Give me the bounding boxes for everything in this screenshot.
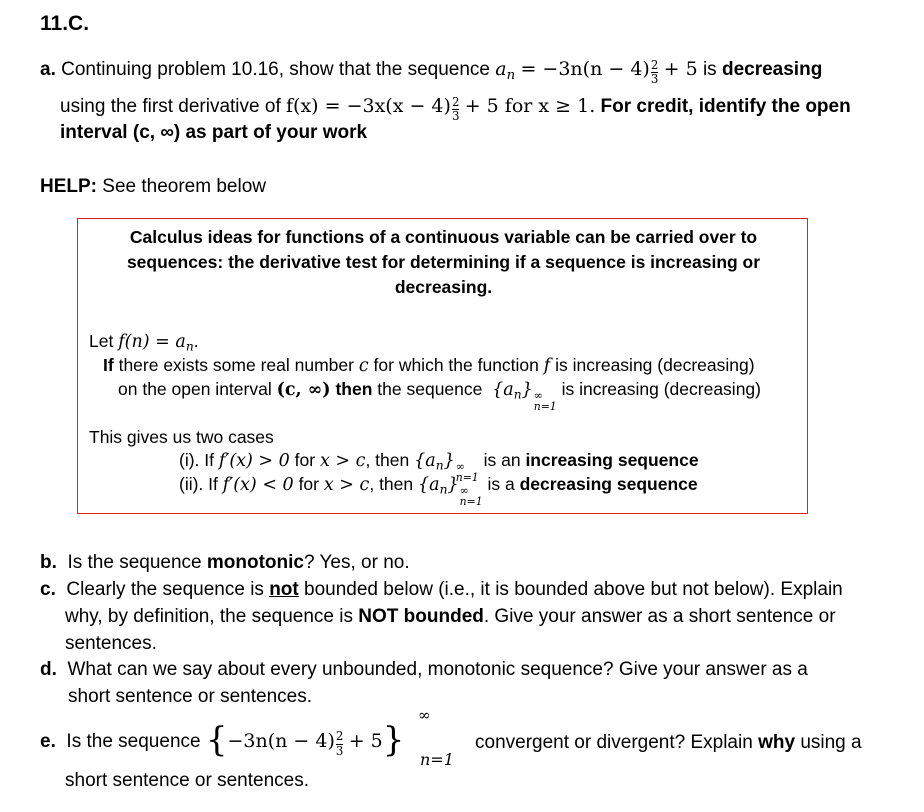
seq-n-sub: n <box>506 67 516 83</box>
part-e-line1 <box>40 720 404 760</box>
part-e-exponent: $\frac{2}{3}$ <box>335 729 344 759</box>
decreasing-bold: decreasing <box>721 59 823 80</box>
c-var: c <box>358 356 369 376</box>
two-cases: This gives us two cases <box>89 427 274 447</box>
help-text: See theorem below <box>102 176 266 197</box>
case2-xc: x > c <box>323 475 370 495</box>
seq-a-var: a <box>495 58 507 80</box>
case1-then: , then <box>365 450 410 470</box>
if-text2: for which the function <box>373 355 539 375</box>
part-a-label: a. <box>40 59 56 80</box>
let-math: f(n) = a <box>118 332 186 352</box>
part-b-label: b. <box>40 552 57 573</box>
on-text: on the open interval <box>118 379 272 399</box>
case2-then: , then <box>369 474 414 494</box>
theorem-box <box>77 218 808 514</box>
box-title-line3: decreasing. <box>394 277 493 297</box>
credit-bold: For credit, identify the open <box>600 96 851 117</box>
part-e-text2: convergent or divergent? Explain <box>475 732 753 753</box>
part-c-line2 <box>65 606 836 628</box>
part-c-line1 <box>40 579 843 601</box>
part-a-line1 <box>40 58 822 86</box>
case1-is: is an <box>483 450 521 470</box>
part-d-label: d. <box>40 659 57 680</box>
part-d-line2: short sentence or sentences. <box>68 686 312 707</box>
part-b-text2: ? Yes, or no. <box>304 552 410 573</box>
seq-formula: = −3n(n − 4) <box>520 58 650 80</box>
part-c-label: c. <box>40 579 56 600</box>
seq-limits: ∞ n=1 <box>533 388 557 413</box>
interval-math: (c, ∞) <box>276 380 331 400</box>
case1-math: f′(x) > 0 <box>218 451 290 471</box>
part-e-sup: ∞ <box>418 706 431 724</box>
line3-rest: as part of your work <box>185 122 368 143</box>
if-text1: there exists some real number <box>118 355 354 375</box>
line2-intro: using the first derivative of <box>60 96 281 117</box>
open-brace: { <box>205 720 228 760</box>
part-e-text3: using a <box>800 732 862 753</box>
part-e-text1: Is the sequence <box>66 730 201 752</box>
then-bold: then <box>335 379 373 399</box>
tail-text: is increasing (decreasing) <box>561 379 761 399</box>
part-e-tail <box>475 732 862 754</box>
case1-bold: increasing sequence <box>525 450 699 470</box>
part-c-line2-a: why, by definition, the sequence is <box>65 606 353 627</box>
part-c-text2: bounded below (i.e., it is bounded above but not below). Explain <box>304 579 843 600</box>
case1-if: If <box>204 450 215 470</box>
case2-for: for <box>298 474 319 494</box>
if-line <box>103 355 755 376</box>
part-e-line2: short sentence or sentences. <box>65 770 309 791</box>
part-a-line3 <box>60 122 367 144</box>
seq-brace: {a <box>492 380 514 400</box>
help-line <box>40 176 266 198</box>
part-c-text1: Clearly the sequence is <box>66 579 264 600</box>
part-e-plus5: + 5 <box>348 729 383 752</box>
fx-tail: + 5 for x ≥ 1. <box>464 95 596 117</box>
let-end: . <box>193 331 199 351</box>
part-e-expr: −3n(n − 4) <box>227 729 335 752</box>
not-underlined: not <box>269 579 299 600</box>
case1-line: (i). If f′(x) > 0 for x > c, then $\{a_n\}$ ∞ n=1 is an increasing sequence <box>179 450 699 484</box>
part-c-line3: sentences. <box>65 633 157 654</box>
if-bold: If <box>103 355 114 375</box>
part-a-line2 <box>60 95 851 123</box>
help-label: HELP: <box>40 176 97 197</box>
part-b-text1: Is the sequence <box>67 552 202 573</box>
case1-xc: x > c <box>319 451 366 471</box>
part-b-bold: monotonic <box>206 552 304 573</box>
on-line <box>118 379 761 412</box>
case2-bold: decreasing sequence <box>519 474 698 494</box>
if-text3: is increasing (decreasing) <box>555 355 755 375</box>
exponent-two-thirds: $\frac{2}{3}$ <box>650 57 659 87</box>
not-bounded-bold: NOT bounded <box>358 606 484 627</box>
part-a-intro: Continuing problem 10.16, show that the sequence <box>61 59 490 80</box>
seq-close: } <box>521 380 533 400</box>
case2-limits: ∞ n=1 <box>459 483 483 508</box>
let-line <box>89 331 199 354</box>
case2-is: is a <box>487 474 515 494</box>
seq-sub: n <box>513 387 522 402</box>
case2-label: (ii). <box>179 474 204 494</box>
case2-if: If <box>208 474 218 494</box>
part-b <box>40 552 410 574</box>
plus-five: + 5 <box>663 58 698 80</box>
interval-text: interval (c, ∞) <box>60 122 181 143</box>
case2-line: (ii). If f′(x) < 0 for x > c, then $\{a_n\}$ ∞ n=1 is a decreasing sequence <box>179 474 698 508</box>
part-e-sub: n=1 <box>420 750 454 769</box>
part-c-line2-b: . Give your answer as a short sentence or <box>483 606 836 627</box>
let-sub: n <box>185 339 194 354</box>
case2-math: f′(x) < 0 <box>222 475 294 495</box>
let-text: Let <box>89 331 114 351</box>
close-brace: } <box>382 720 405 760</box>
part-d-text: What can we say about every unbounded, monotonic sequence? Give your answer as a <box>67 659 808 680</box>
fx-formula: f(x) = −3x(x − 4) <box>286 95 451 117</box>
why-bold: why <box>758 732 796 753</box>
is-text: is <box>702 59 717 80</box>
box-title-line1: Calculus ideas for functions of a continuous variable can be carried over to <box>129 227 758 247</box>
f-var: f <box>543 356 551 376</box>
box-title-line2: sequences: the derivative test for determining if a sequence is increasing or <box>126 252 761 272</box>
then-text: the sequence <box>377 379 483 399</box>
problem-number: 11.C. <box>40 12 90 35</box>
fx-exponent: $\frac{2}{3}$ <box>451 94 460 124</box>
case1-limits: ∞ n=1 <box>455 459 479 484</box>
case1-for: for <box>294 450 316 470</box>
part-d-line1 <box>40 659 808 681</box>
part-e-label: e. <box>40 730 56 752</box>
case1-label: (i). <box>179 450 200 470</box>
